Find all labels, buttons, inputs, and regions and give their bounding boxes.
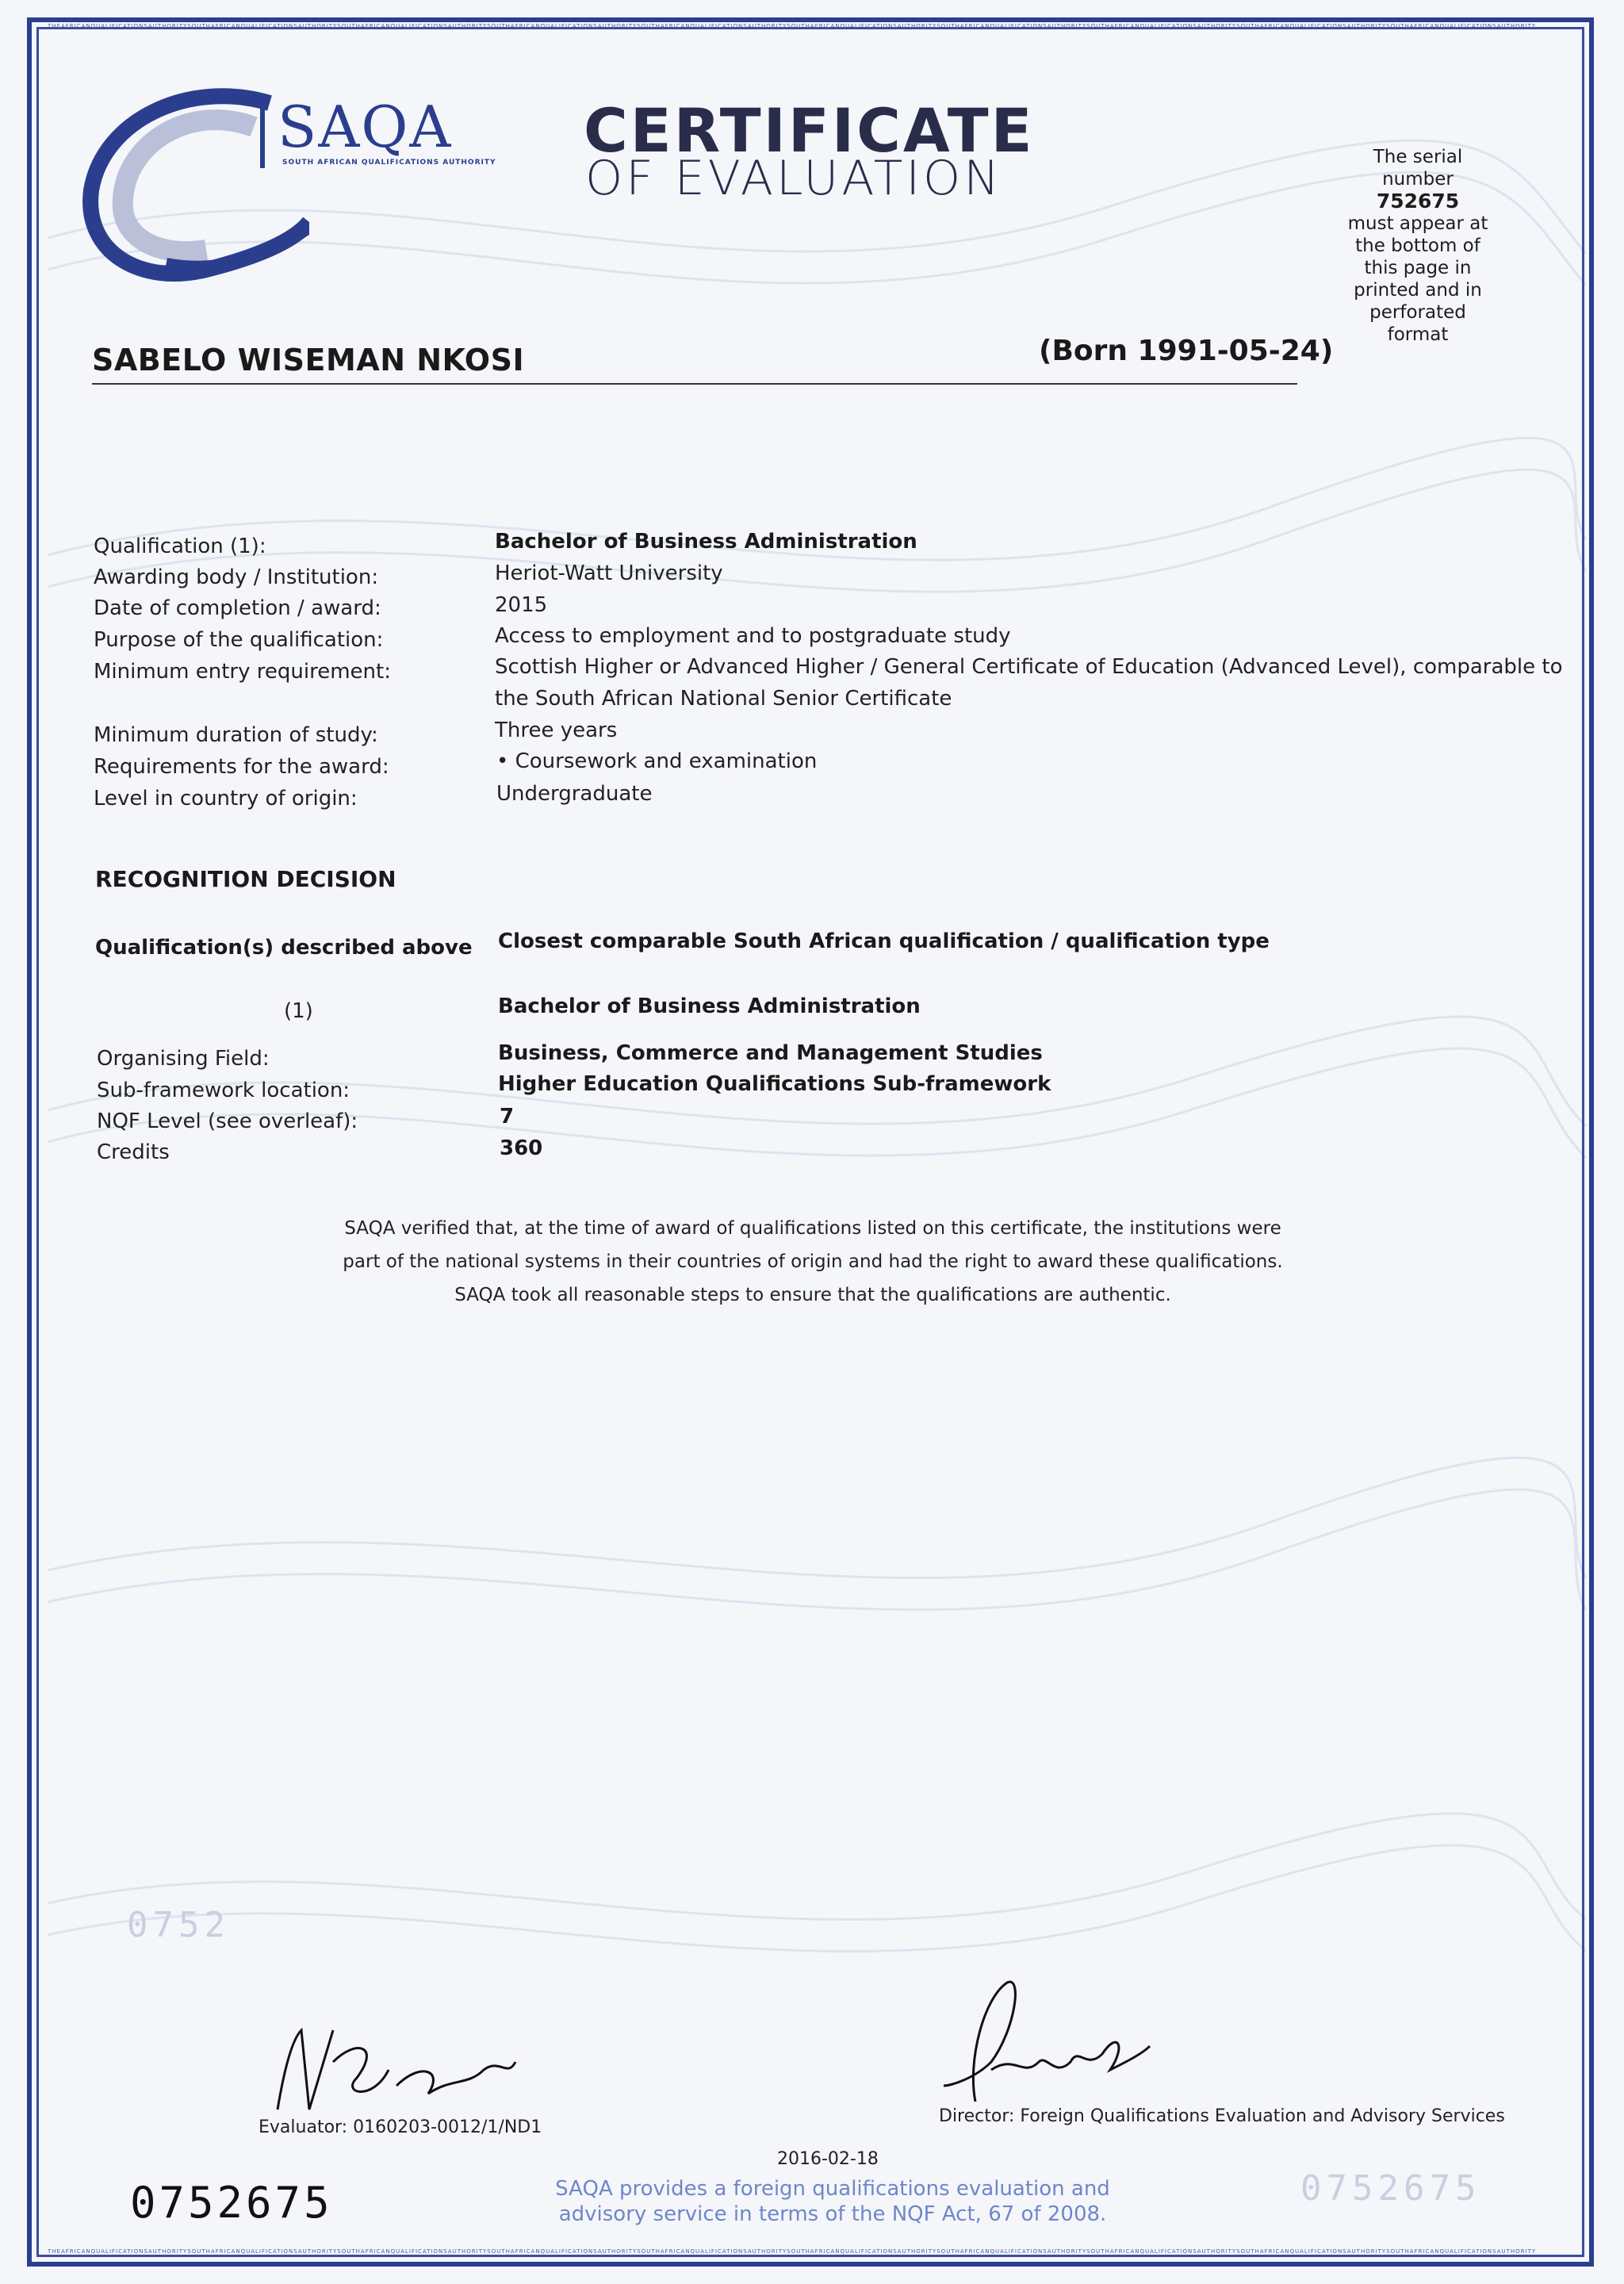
recognition-value-credits: 360 bbox=[500, 1136, 543, 1160]
logo-subtext: SOUTH AFRICAN QUALIFICATIONS AUTHORITY bbox=[282, 159, 496, 167]
recognition-label-field: Organising Field: bbox=[97, 1047, 270, 1071]
serial-note-line8: format bbox=[1387, 324, 1449, 345]
qual-value-date: 2015 bbox=[495, 593, 548, 617]
serial-note-line7: perforated bbox=[1369, 302, 1466, 323]
qual-value-purpose: Access to employment and to postgraduate study bbox=[495, 624, 1011, 648]
qual-label-qualification: Qualification (1): bbox=[94, 535, 266, 558]
serial-note bbox=[1340, 146, 1496, 346]
qual-label-duration: Minimum duration of study: bbox=[94, 723, 378, 747]
qual-label-awarding-body: Awarding body / Institution: bbox=[94, 565, 379, 589]
recognition-label-credits: Credits bbox=[97, 1140, 170, 1164]
qual-label-level: Level in country of origin: bbox=[94, 787, 358, 811]
verification-line3: SAQA took all reasonable steps to ensure that the qualifications are authentic. bbox=[454, 1285, 1171, 1305]
serial-note-line6: printed and in bbox=[1354, 280, 1482, 301]
recognition-col2-header: Closest comparable South African qualification / qualification type bbox=[498, 929, 1270, 953]
serial-note-line2: number bbox=[1382, 169, 1454, 190]
footer-line2: advisory service in terms of the NQF Act, 67 of 2008. bbox=[558, 2202, 1107, 2226]
qual-value-requirements: • Coursework and examination bbox=[496, 749, 818, 773]
qual-label-entry: Minimum entry requirement: bbox=[94, 660, 391, 684]
logo-text: SAQA bbox=[278, 94, 453, 160]
recognition-value-nqf: 7 bbox=[500, 1105, 515, 1129]
serial-note-line5: this page in bbox=[1364, 258, 1472, 278]
serial-note-line3: must appear at bbox=[1347, 213, 1488, 234]
ghost-serial-mark: 0752 bbox=[127, 1905, 230, 1945]
evaluator-signature-icon bbox=[262, 2014, 531, 2125]
qual-label-date: Date of completion / award: bbox=[94, 596, 381, 620]
title-line1: CERTIFICATE bbox=[584, 95, 1035, 166]
qual-label-requirements: Requirements for the award: bbox=[94, 755, 389, 779]
name-underline bbox=[92, 383, 1297, 385]
recognition-value-subframework: Higher Education Qualifications Sub-framework bbox=[498, 1072, 1051, 1096]
qual-value-entry: Scottish Higher or Advanced Higher / General Certificate of Education (Advanced Level), comparable to bbox=[495, 655, 1563, 679]
footer-line1: SAQA provides a foreign qualifications evaluation and bbox=[555, 2177, 1110, 2201]
director-label: Director: Foreign Qualifications Evaluation and Advisory Services bbox=[939, 2106, 1505, 2126]
recognition-label-nqf: NQF Level (see overleaf): bbox=[97, 1109, 358, 1133]
recognition-heading: RECOGNITION DECISION bbox=[95, 866, 396, 892]
printed-serial-number: 0752675 bbox=[130, 2178, 333, 2228]
recognition-label-subframework: Sub-framework location: bbox=[97, 1079, 350, 1102]
evaluator-label: Evaluator: 0160203-0012/1/ND1 bbox=[259, 2117, 542, 2137]
title-line2: OF EVALUATION bbox=[585, 151, 1003, 206]
logo-divider bbox=[260, 97, 265, 168]
holder-born: (Born 1991-05-24) bbox=[1039, 335, 1334, 367]
holder-name: SABELO WISEMAN NKOSI bbox=[92, 343, 525, 377]
qual-value-level: Undergraduate bbox=[496, 782, 653, 806]
perforated-serial-number: 0752675 bbox=[1300, 2168, 1481, 2209]
signature-date: 2016-02-18 bbox=[777, 2149, 879, 2169]
border-microtext-top: THEAFRICANQUALIFICATIONSAUTHORITYSOUTHAFRICANQUALIFICATIONSAUTHORITYSOUTHAFRICANQUALIFICATIONSAUTHORITYSOUTHAFRICANQUALIFICATIONSAUTHORITYSOUTHAFRICANQUALIFICATIONSAUTHORITYSOUTHAFRICANQUALIFICATIONSAUTHORITYSOUTHAFRICANQUALIFICATIONSAUTHORITYSOUTHAFRICANQUALIFICATIONSAUTHORITYSOUTHAFRICANQUALIFICATIONSAUTHORITYSOUTHAFRICANQUALIFICATIONSAUTHORITY bbox=[48, 23, 1537, 29]
qual-value-awarding-body: Heriot-Watt University bbox=[495, 561, 723, 585]
verification-line1: SAQA verified that, at the time of award of qualifications listed on this certificate, the institutions were bbox=[344, 1218, 1281, 1239]
verification-statement bbox=[301, 1212, 1324, 1312]
serial-note-line4: the bottom of bbox=[1355, 236, 1480, 256]
serial-note-number: 752675 bbox=[1376, 190, 1460, 213]
verification-line2: part of the national systems in their countries of origin and had the right to award these qualifications. bbox=[343, 1251, 1283, 1272]
saqa-logo-icon bbox=[71, 71, 309, 293]
qual-value-qualification: Bachelor of Business Administration bbox=[495, 530, 917, 554]
director-signature-icon bbox=[920, 1967, 1158, 2110]
qual-value-duration: Three years bbox=[495, 719, 618, 742]
qual-label-purpose: Purpose of the qualification: bbox=[94, 628, 384, 652]
serial-note-line1: The serial bbox=[1373, 147, 1463, 167]
qual-value-entry-line2: the South African National Senior Certificate bbox=[495, 687, 952, 711]
border-microtext-bottom: THEAFRICANQUALIFICATIONSAUTHORITYSOUTHAFRICANQUALIFICATIONSAUTHORITYSOUTHAFRICANQUALIFICATIONSAUTHORITYSOUTHAFRICANQUALIFICATIONSAUTHORITYSOUTHAFRICANQUALIFICATIONSAUTHORITYSOUTHAFRICANQUALIFICATIONSAUTHORITYSOUTHAFRICANQUALIFICATIONSAUTHORITYSOUTHAFRICANQUALIFICATIONSAUTHORITYSOUTHAFRICANQUALIFICATIONSAUTHORITYSOUTHAFRICANQUALIFICATIONSAUTHORITY bbox=[48, 2248, 1537, 2255]
footer-statement bbox=[508, 2176, 1158, 2227]
recognition-value-field: Business, Commerce and Management Studies bbox=[498, 1041, 1043, 1065]
recognition-index: (1) bbox=[284, 999, 313, 1023]
recognition-sa-qualification: Bachelor of Business Administration bbox=[498, 994, 921, 1018]
recognition-col1-header: Qualification(s) described above bbox=[95, 936, 473, 960]
